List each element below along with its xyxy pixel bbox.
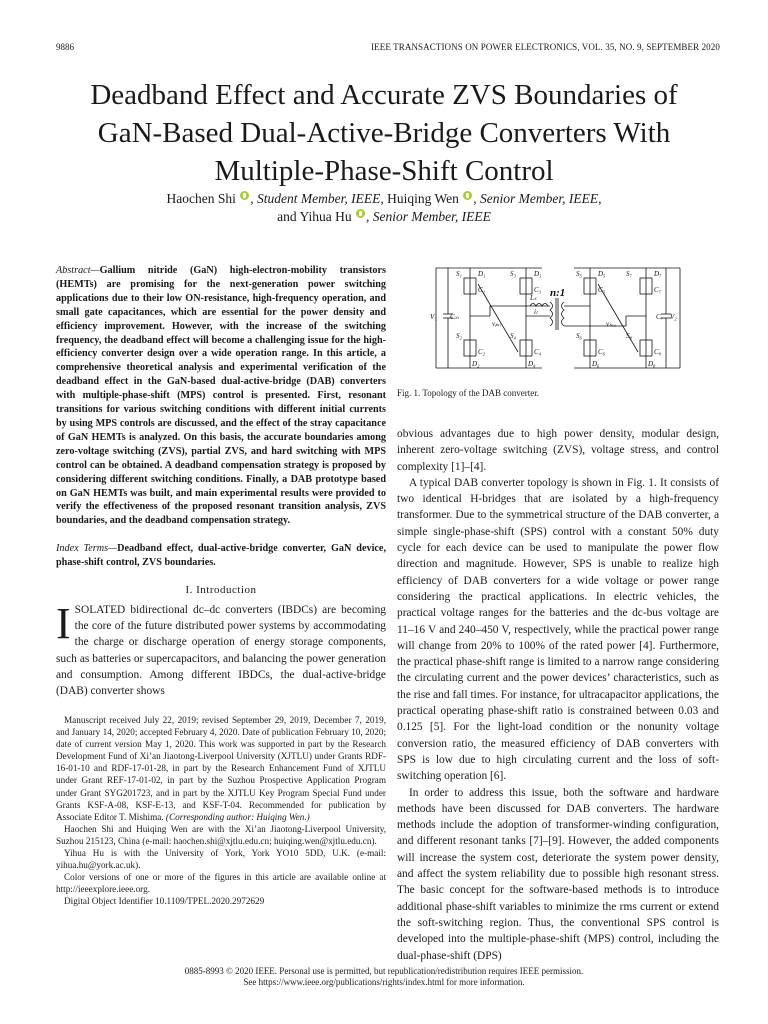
- copyright-footer: [40, 966, 728, 988]
- figure-label-s8: S₈: [626, 332, 632, 340]
- figure-label-d4: D₄: [528, 360, 536, 368]
- figure-label-co: Cₒ: [656, 313, 663, 321]
- figure-label-d2: D₂: [472, 360, 480, 368]
- index-terms: [56, 542, 386, 570]
- author-1-role: , Student Member, IEEE: [250, 191, 381, 206]
- footnote-affiliation-2: Yihua Hu is with the University of York, York YO10 5DD, U.K. (e-mail: yihua.hu@york.ac.uk).: [56, 848, 386, 871]
- index-terms-label: Index Terms—: [56, 543, 118, 554]
- paragraph: A typical DAB converter topology is shown in Fig. 1. It consists of two identical H-bridges that are isolated by a high-frequency transformer. Due to the symmetrical structure of the DAB converter, a simple single-phase-shift (SPS) control with a constant 50% duty cycle for each device can be used to manipulate the power flow direction and magnitude. However, SPS is unable to realize high efficiency of DAB converters for a wide voltage or power range considering the practical applications. In electric vehicles, the practical voltage ranges for the batteries and the dc-bus voltage are 11–16 V and 240–450 V, respectively, while the practical power range will change from 20% to 100% of the rated power [4]. Furthermore, the practical phase-shift range is limited to a narrow range considering the circulating current and the power devices’ characteristics, such as the rise and fall times. For instance, for ultracapacitor applications, the practical operating phase-shift ratio is constrained between 0.03 and 0.125 [5]. For the light-load condition or the nonunity voltage conversion ratio, the measured efficiency of DAB converters with SPS is low due to high circulating current and the loss of soft-switching operation [6].: [397, 476, 719, 783]
- title-line-2: GaN-Based Dual-Active-Bridge Converters With: [97, 117, 671, 149]
- title-line-3: Multiple-Phase-Shift Control: [214, 155, 554, 187]
- figure-label-cin: Cᵢₙ: [450, 313, 459, 321]
- footnote-manuscript: Manuscript received July 22, 2019; revised September 29, 2019, December 7, 2019, and January 14, 2020; accepted February 4, 2020. Date of publication February 10, 2020; date of current version May 1, 2020. This work was supported in part by the Research Development Fund of Xi’an Jiaotong-Liverpool University (XJTLU) under Grants RDF-16-01-10 and RDF-17-01-28, in part by the Research Enhancement Fund of XJTLU under Grant REF-17-01-02, in part by the Suzhou Prospective Application Program under Grant SYG201723, and in part by the XJTLU Key Program Special Fund under Grants KSF-A-08, KSF-E-13, and KSF-T-04. Recommended for publication by Associate Editor T. Mishima.: [56, 715, 386, 822]
- page-number: 9886: [56, 42, 74, 52]
- figure-label-ls: Lₛ: [530, 294, 537, 302]
- figure-label-s2: S₂: [456, 332, 462, 340]
- figure-label-s3: S₃: [510, 270, 516, 278]
- figure-label-d7: D₇: [654, 270, 662, 278]
- figure-label-il: iₗ: [534, 308, 538, 316]
- figure-label-v2: V₂: [670, 313, 677, 321]
- orcid-icon[interactable]: [356, 209, 365, 218]
- paper-title: [40, 76, 728, 190]
- right-column-body: [397, 426, 719, 964]
- paragraph: In order to address this issue, both the software and hardware methods have been discussed for DAB converters. The hardware methods include the adoption of transformer-winding configuration, and different resonant tanks [7]–[9]. However, the added components will increase the system cost, deteriorate the system power density, and affect the system reliability due to possible high resonant stress. The basic concept for the software-based methods is to introduce additional phase-shift variables to minimize the rms current or extend the soft-switching region. Thus, the conventional SPS control is developed into the multiple-phase-shift (MPS) control, including the dual-phase-shift (DPS): [397, 786, 719, 962]
- intro-paragraph: [56, 599, 386, 699]
- figure-label-s5: S₅: [576, 270, 582, 278]
- paragraph: obvious advantages due to high power density, modular design, inherent zero-voltage switching (ZVS), voltage stress, and control complexity [1]–[4].: [397, 428, 719, 473]
- figure-label-c8: C₈: [654, 348, 662, 356]
- figure-label-c6: C₆: [598, 348, 606, 356]
- intro-text: SOLATED bidirectional dc–dc converters (IBDCs) are becoming the core of the future distributed power systems by accommodating the charge or discharge operation of energy storage components, such as batteries or supercapacitors, and balancing the power generation and consumption. Among different IBDCs, the dual-active-bridge (DAB) converter shows: [56, 604, 386, 698]
- figure-label-vpri: vₚᵣᵢ: [492, 320, 501, 328]
- drop-cap: I: [56, 599, 71, 648]
- orcid-icon[interactable]: [240, 191, 249, 200]
- footnote-color-versions: Color versions of one or more of the figures in this article are available online at http://ieeexplore.ieee.org.: [56, 872, 386, 895]
- figure-label-c2: C₂: [478, 348, 486, 356]
- section-heading: I. Introduction: [185, 584, 257, 596]
- abstract-label: Abstract—: [56, 265, 100, 276]
- figure-label-d1: D₁: [478, 270, 486, 278]
- figure-label-s6: S₆: [576, 332, 582, 340]
- orcid-icon[interactable]: [463, 191, 472, 200]
- figure-label-c4: C₄: [534, 348, 542, 356]
- footnotes: [56, 714, 386, 908]
- figure-label-c1: C₁: [478, 286, 486, 294]
- author-block: [40, 190, 728, 226]
- figure-label-ratio: n:1: [550, 287, 566, 299]
- journal-header: IEEE TRANSACTIONS ON POWER ELECTRONICS, VOL. 35, NO. 9, SEPTEMBER 2020: [371, 42, 720, 52]
- dab-topology-figure: [430, 262, 686, 374]
- figure-label-vsec: vₛₑ꜀: [606, 320, 616, 328]
- figure-label-d8: D₈: [648, 360, 656, 368]
- footnote-doi: Digital Object Identifier 10.1109/TPEL.2020.2972629: [64, 896, 265, 907]
- figure-caption: Fig. 1. Topology of the DAB converter.: [397, 388, 539, 398]
- figure-label-s4: S₄: [510, 332, 516, 340]
- author-1-name: Haochen Shi: [166, 191, 236, 206]
- author-2-role: , Senior Member, IEEE,: [473, 191, 602, 206]
- figure-label-d3: D₃: [534, 270, 542, 278]
- footnote-corresponding: (Corresponding author: Huiqing Wen.): [165, 811, 310, 822]
- abstract-text: Gallium nitride (GaN) high-electron-mobility transistors (HEMTs) are promising for the next-generation power switching applications due to their low ON-resistance, high-frequency operation, and small gate capacitances, which are essential for the power density and efficiency improvement. However, with the increase of the switching frequency, the deadband effect will become a challenging issue for the high-efficiency converter design over a wide operation range. In this article, a comprehensive theoretical analysis and experimental verification of the deadband effect in the GaN-based dual-active-bridge (DAB) converters with multiple-phase-shift (MPS) control is presented. First, resonant transitions for various switching conditions with different initial currents by using MPS controls are discussed, and the effect of the stray capacitance of GaN HEMTs is analyzed. On this basis, the accurate boundaries among zero-voltage switching (ZVS), partial ZVS, and hard switching with MPS control can be obtained. A deadband compensation strategy is proposed by considering different switching conditions. Finally, a DAB prototype based on GaN HEMTs was built, and main experimental results were provided to verify the effectiveness of the proposed resonant transition analysis, ZVS boundaries, and the deadband compensation strategy.: [56, 265, 386, 527]
- author-3-role: , Senior Member, IEEE: [366, 209, 491, 224]
- figure-label-s1: S₁: [456, 270, 462, 278]
- figure-label-d6: D₆: [592, 360, 600, 368]
- index-terms-text: Deadband effect, dual-active-bridge converter, GaN device, phase-shift control, ZVS boundaries.: [56, 543, 386, 568]
- author-3-name: and Yihua Hu: [277, 209, 352, 224]
- figure-label-s7: S₇: [626, 270, 632, 278]
- figure-label-d5: D₅: [598, 270, 606, 278]
- footnote-affiliation-1: Haochen Shi and Huiqing Wen are with the Xi’an Jiaotong-Liverpool University, Suzhou 215123, China (e-mail: haochen.shi@xjtlu.edu.cn; huiqing.wen@xjtlu.edu.cn).: [56, 823, 386, 846]
- title-line-1: Deadband Effect and Accurate ZVS Boundaries of: [90, 79, 678, 111]
- copyright-line-1: 0885-8993 © 2020 IEEE. Personal use is permitted, but republication/redistribution requires IEEE permission.: [184, 966, 584, 976]
- copyright-line-2: See https://www.ieee.org/publications/rights/index.html for more information.: [243, 977, 525, 987]
- figure-label-c3: C₃: [534, 286, 542, 294]
- figure-label-v1: V₁: [430, 313, 437, 321]
- figure-label-c5: C₅: [598, 286, 606, 294]
- figure-label-c7: C₇: [654, 286, 662, 294]
- abstract: [56, 264, 386, 528]
- author-2-name: , Huiqing Wen: [380, 191, 459, 206]
